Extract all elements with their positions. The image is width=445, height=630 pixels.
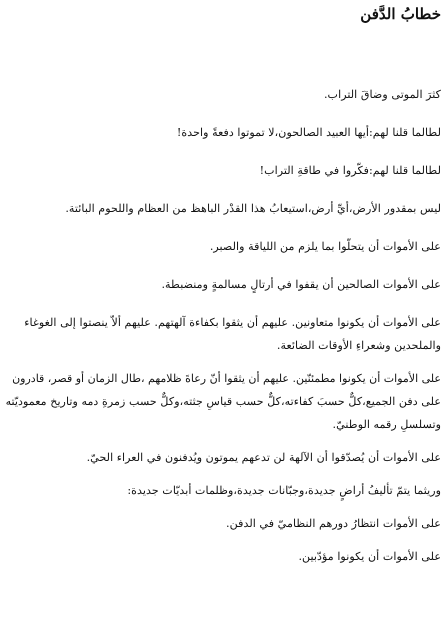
paragraph-8-line-3: وتسلسلِ رقمه الوطنيّ. [332, 418, 441, 431]
paragraph-8-line-2: على دفن الجميع،كلٌّ حسبَ كفاءته،كلٌّ حسب قياسِ جثته،وكلٌّ حسب زمرةِ دمه وتاريخ معموديّته [5, 395, 441, 408]
paragraph-4: ليس بمقدور الأرض،أيِّ أرض،استيعابُ هذا القدْر الباهظ من العظام واللحوم البائتة. [65, 202, 441, 215]
paragraph-7-line-2: والملحدين وشعراءِ الأوقات الضائعة. [276, 339, 441, 352]
paragraph-11: على الأموات انتظارُ دورهم النظاميّ في الدفن. [226, 517, 441, 530]
document-title: خطابُ الدَّفن [360, 5, 441, 23]
paragraph-5: على الأموات أن يتحلّوا بما يلزم من اللياقة والصبر. [209, 240, 441, 253]
paragraph-1: كثرَ الموتى وضاقَ التراب. [324, 88, 441, 101]
paragraph-6: على الأموات الصالحين أن يقفوا في أرتالٍ مسالمةٍ ومنضبطة. [161, 278, 441, 291]
paragraph-8-line-1: على الأموات أن يكونوا مطمئنّين. عليهم أن يثقوا أنّ رعاةَ ظلامهم ،طال الزمان أو قصر، قادرون [12, 372, 441, 385]
paragraph-9: على الأموات أن يُصدّقوا أن الآلهة لن تدعهم يموتون ويُدفنون في العراء الحيّ. [86, 451, 441, 464]
paragraph-12: على الأموات أن يكونوا مؤدّبين. [298, 550, 441, 563]
paragraph-10: وريثما يتمّ تأليفُ أراضٍ جديدة،وجبّانات جديدة،وظلمات أبديّات جديدة: [127, 484, 441, 497]
paragraph-2: لطالما قلنا لهم:أيها العبيد الصالحون،لا تموتوا دفعةً واحدة! [176, 126, 441, 139]
paragraph-3: لطالما قلنا لهم:فكّروا في طاقةِ التراب! [259, 164, 441, 177]
document-body [6, 25, 441, 568]
paragraph-7-line-1: على الأموات أن يكونوا متعاونين. عليهم أن يثقوا بكفاءة آلهتهم. عليهم ألاّ ينصتوا إلى الغوغاء [24, 316, 441, 329]
